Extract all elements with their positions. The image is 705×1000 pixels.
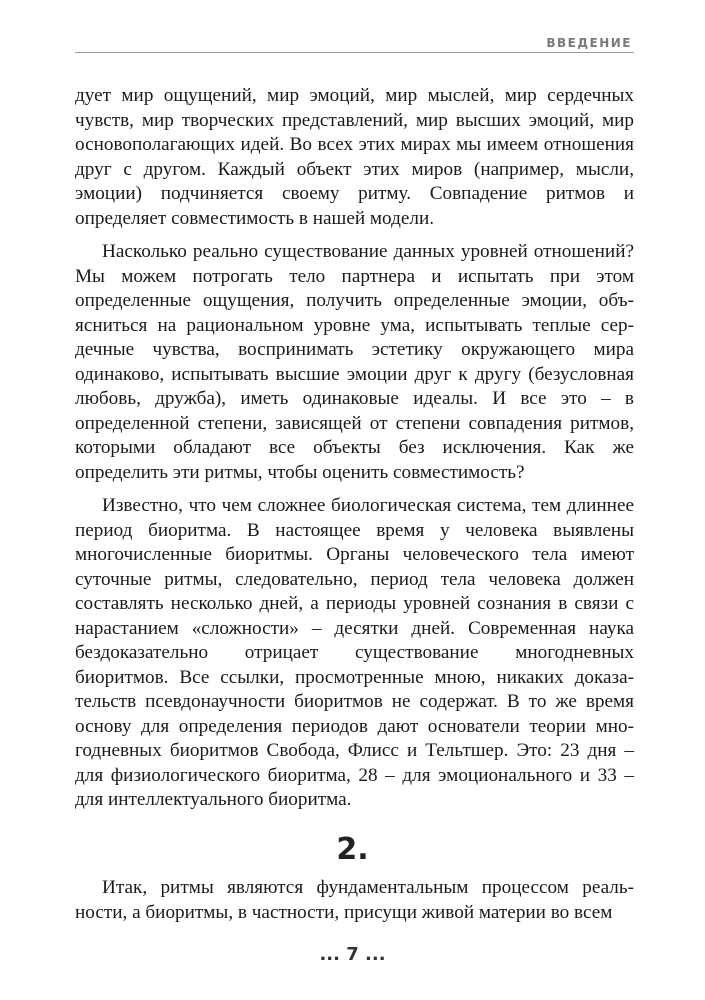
- paragraph: Итак, ритмы являются фундаментальным процессом реальности, а биоритмы, в частности, присущи живой материи во всем: [75, 877, 634, 923]
- paragraph: Насколько реально существование данных уровней отношений? Мы можем потрогать тело партнера и испытать при этом определенные ощущения, получить определенные эмоции, объясниться на рациональном уровне ума, испытывать теплые сердечные чувства, воспринимать эстетику окружающего мира одинаково, испытывать высшие эмоции друг к другу (безусловная любовь, дружба), иметь одинаковые идеалы. И все это – в определенной степени, зависящей от степени совпадения ритмов, которыми обладают все объекты без исключения. Как же определить эти ритмы, чтобы оценить совместимость?: [75, 241, 634, 483]
- header-rule: [75, 52, 634, 53]
- running-head: ВВЕДЕНИЕ: [546, 36, 632, 50]
- paragraph-continued: дует мир ощущений, мир эмоций, мир мыслей, мир сердечных чувств, мир творческих представлений, мир высших эмоций, мир основополагающих идей. Во всех этих мирах мы имеем отношения друг с другом. Каждый объект этих миров (например, мысли, эмоции) подчиняется своему ритму. Совпадение ритмов и определяет совместимость в нашей модели.: [75, 85, 634, 229]
- section-number: 2.: [336, 832, 369, 867]
- section-text-block: [75, 876, 634, 934]
- text-block: [75, 84, 634, 822]
- page-number: ... 7 ...: [319, 944, 386, 965]
- paragraph: Известно, что чем сложнее биологическая система, тем длиннее период биоритма. В настоящее время у человека выявлены многочисленные биоритмы. Органы человеческого тела имеют суточные ритмы, следовательно, период тела человека должен составлять несколько дней, а периоды уровней сознания в связи с нарастанием «сложности» – десятки дней. Современная наука бездоказательно отрицает существование многодневных биоритмов. Все ссылки, просмотренные мною, никаких доказательств псевдонаучности биоритмов не содержат. В то же время основу для определения периодов дают основатели теории многодневных биоритмов Свобода, Флисс и Тельтшер. Это: 23 дня – для физиологического биоритма, 28 – для эмоционального и 33 – для интеллектуального биоритма.: [75, 495, 634, 810]
